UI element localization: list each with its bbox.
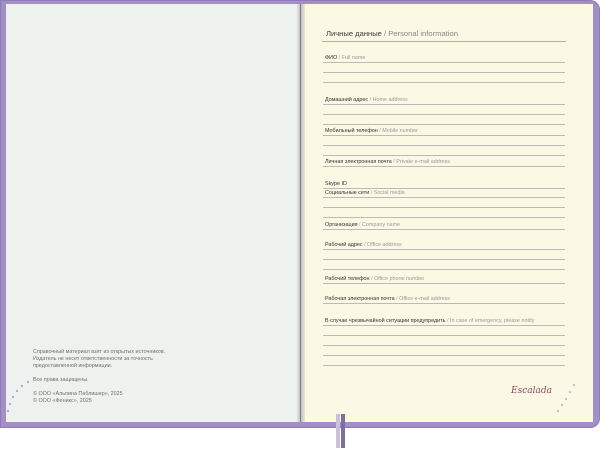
- field-label: [325, 128, 418, 134]
- field-label-en: In case of emergency, please notify: [449, 318, 535, 324]
- writing-line[interactable]: [323, 62, 565, 63]
- heading-en: Personal information: [388, 29, 458, 38]
- imprint-line: Справочный материал взят из открытых источников.: [33, 349, 166, 355]
- bookmark-ribbon[interactable]: [336, 414, 340, 448]
- field-label-ru: Рабочий адрес: [325, 242, 363, 248]
- writing-line[interactable]: [323, 229, 565, 230]
- writing-line[interactable]: [323, 104, 565, 105]
- field-label-separator: /: [359, 222, 361, 228]
- field-label: [325, 190, 405, 196]
- field-label-ru: Рабочая электронная почта: [325, 296, 395, 302]
- dotted-arc-decoration: [6, 380, 36, 420]
- bookmark-ribbon[interactable]: [341, 414, 345, 448]
- writing-line[interactable]: [323, 355, 565, 356]
- field-label-separator: /: [338, 55, 341, 61]
- field-label-separator: /: [364, 242, 366, 248]
- field-label-separator: /: [396, 296, 398, 302]
- writing-line[interactable]: [323, 114, 565, 115]
- writing-line[interactable]: [323, 155, 565, 156]
- field-label: [325, 159, 450, 165]
- field-label: [325, 97, 408, 103]
- field-label-ru: Социальные сети: [325, 190, 370, 196]
- field-label-separator: /: [379, 128, 381, 134]
- writing-line[interactable]: [323, 197, 565, 198]
- field-label-separator: /: [370, 190, 373, 196]
- field-label: [325, 318, 534, 324]
- writing-line[interactable]: [323, 283, 565, 284]
- writing-line[interactable]: [323, 325, 565, 326]
- writing-line[interactable]: [323, 365, 565, 366]
- field-label: [325, 276, 424, 282]
- field-label-en: Private e-mail address: [396, 159, 450, 165]
- writing-line[interactable]: [323, 188, 565, 189]
- field-label: [325, 181, 347, 187]
- writing-line[interactable]: [323, 145, 565, 146]
- page-heading: [326, 29, 566, 38]
- copyright-line: © ООО «Феникс», 2025: [33, 398, 92, 404]
- field-label-separator: /: [393, 159, 395, 165]
- field-label-ru: ФИО: [325, 55, 338, 61]
- imprint-block: [33, 349, 198, 405]
- writing-line[interactable]: [323, 335, 565, 336]
- field-label-separator: /: [371, 276, 373, 282]
- notebook-spine: [297, 4, 305, 422]
- field-label-en: Home address: [372, 97, 408, 103]
- field-label-separator: /: [369, 97, 372, 103]
- rights-line: Все права защищены.: [33, 377, 89, 383]
- writing-line[interactable]: [323, 303, 565, 304]
- field-label-ru: В случае чрезвычайной ситуации предупредить: [325, 318, 446, 324]
- heading-ru: Личные данные: [326, 29, 382, 38]
- field-label-ru: Организация: [325, 222, 358, 228]
- field-label-en: Office e-mail address: [399, 296, 450, 302]
- imprint-line: Издатель не несет ответственности за точность: [33, 356, 153, 362]
- field-label-en: Full name: [341, 55, 366, 61]
- heading-separator: /: [384, 29, 387, 38]
- writing-line[interactable]: [323, 249, 565, 250]
- field-label-en: Mobile number: [382, 128, 418, 134]
- field-label: [325, 242, 402, 248]
- field-label: [325, 296, 450, 302]
- field-label-ru: Мобильный телефон: [325, 128, 378, 134]
- field-label-en: Office phone number: [374, 276, 425, 282]
- field-label-en: Social media: [373, 190, 405, 196]
- copyright-line: © ООО «Альпина Паблишер», 2025: [33, 391, 123, 397]
- imprint-line: предоставленной информации.: [33, 363, 113, 369]
- brand-logo: Escalada: [511, 386, 552, 396]
- field-label-separator: /: [446, 318, 449, 324]
- field-label-en: Company name: [362, 222, 401, 228]
- field-label-ru: Skype ID: [325, 181, 347, 187]
- field-label-ru: Домашний адрес: [325, 97, 369, 103]
- writing-line[interactable]: [323, 259, 565, 260]
- right-page: [301, 4, 593, 422]
- writing-line[interactable]: [323, 72, 565, 73]
- writing-line[interactable]: [323, 82, 565, 83]
- writing-line[interactable]: [323, 207, 565, 208]
- writing-line[interactable]: [323, 345, 565, 346]
- writing-line[interactable]: [323, 217, 565, 218]
- dotted-arc-decoration: [556, 377, 580, 413]
- field-label-ru: Личная электронная почта: [325, 159, 392, 165]
- field-label-en: Office address: [367, 242, 402, 248]
- writing-line[interactable]: [323, 269, 565, 270]
- writing-line[interactable]: [323, 166, 565, 167]
- heading-underline: [322, 41, 566, 42]
- field-label: [325, 222, 400, 228]
- writing-line[interactable]: [323, 135, 565, 136]
- field-label-ru: Рабочий телефон: [325, 276, 370, 282]
- field-label: [325, 55, 365, 61]
- writing-line[interactable]: [323, 124, 565, 125]
